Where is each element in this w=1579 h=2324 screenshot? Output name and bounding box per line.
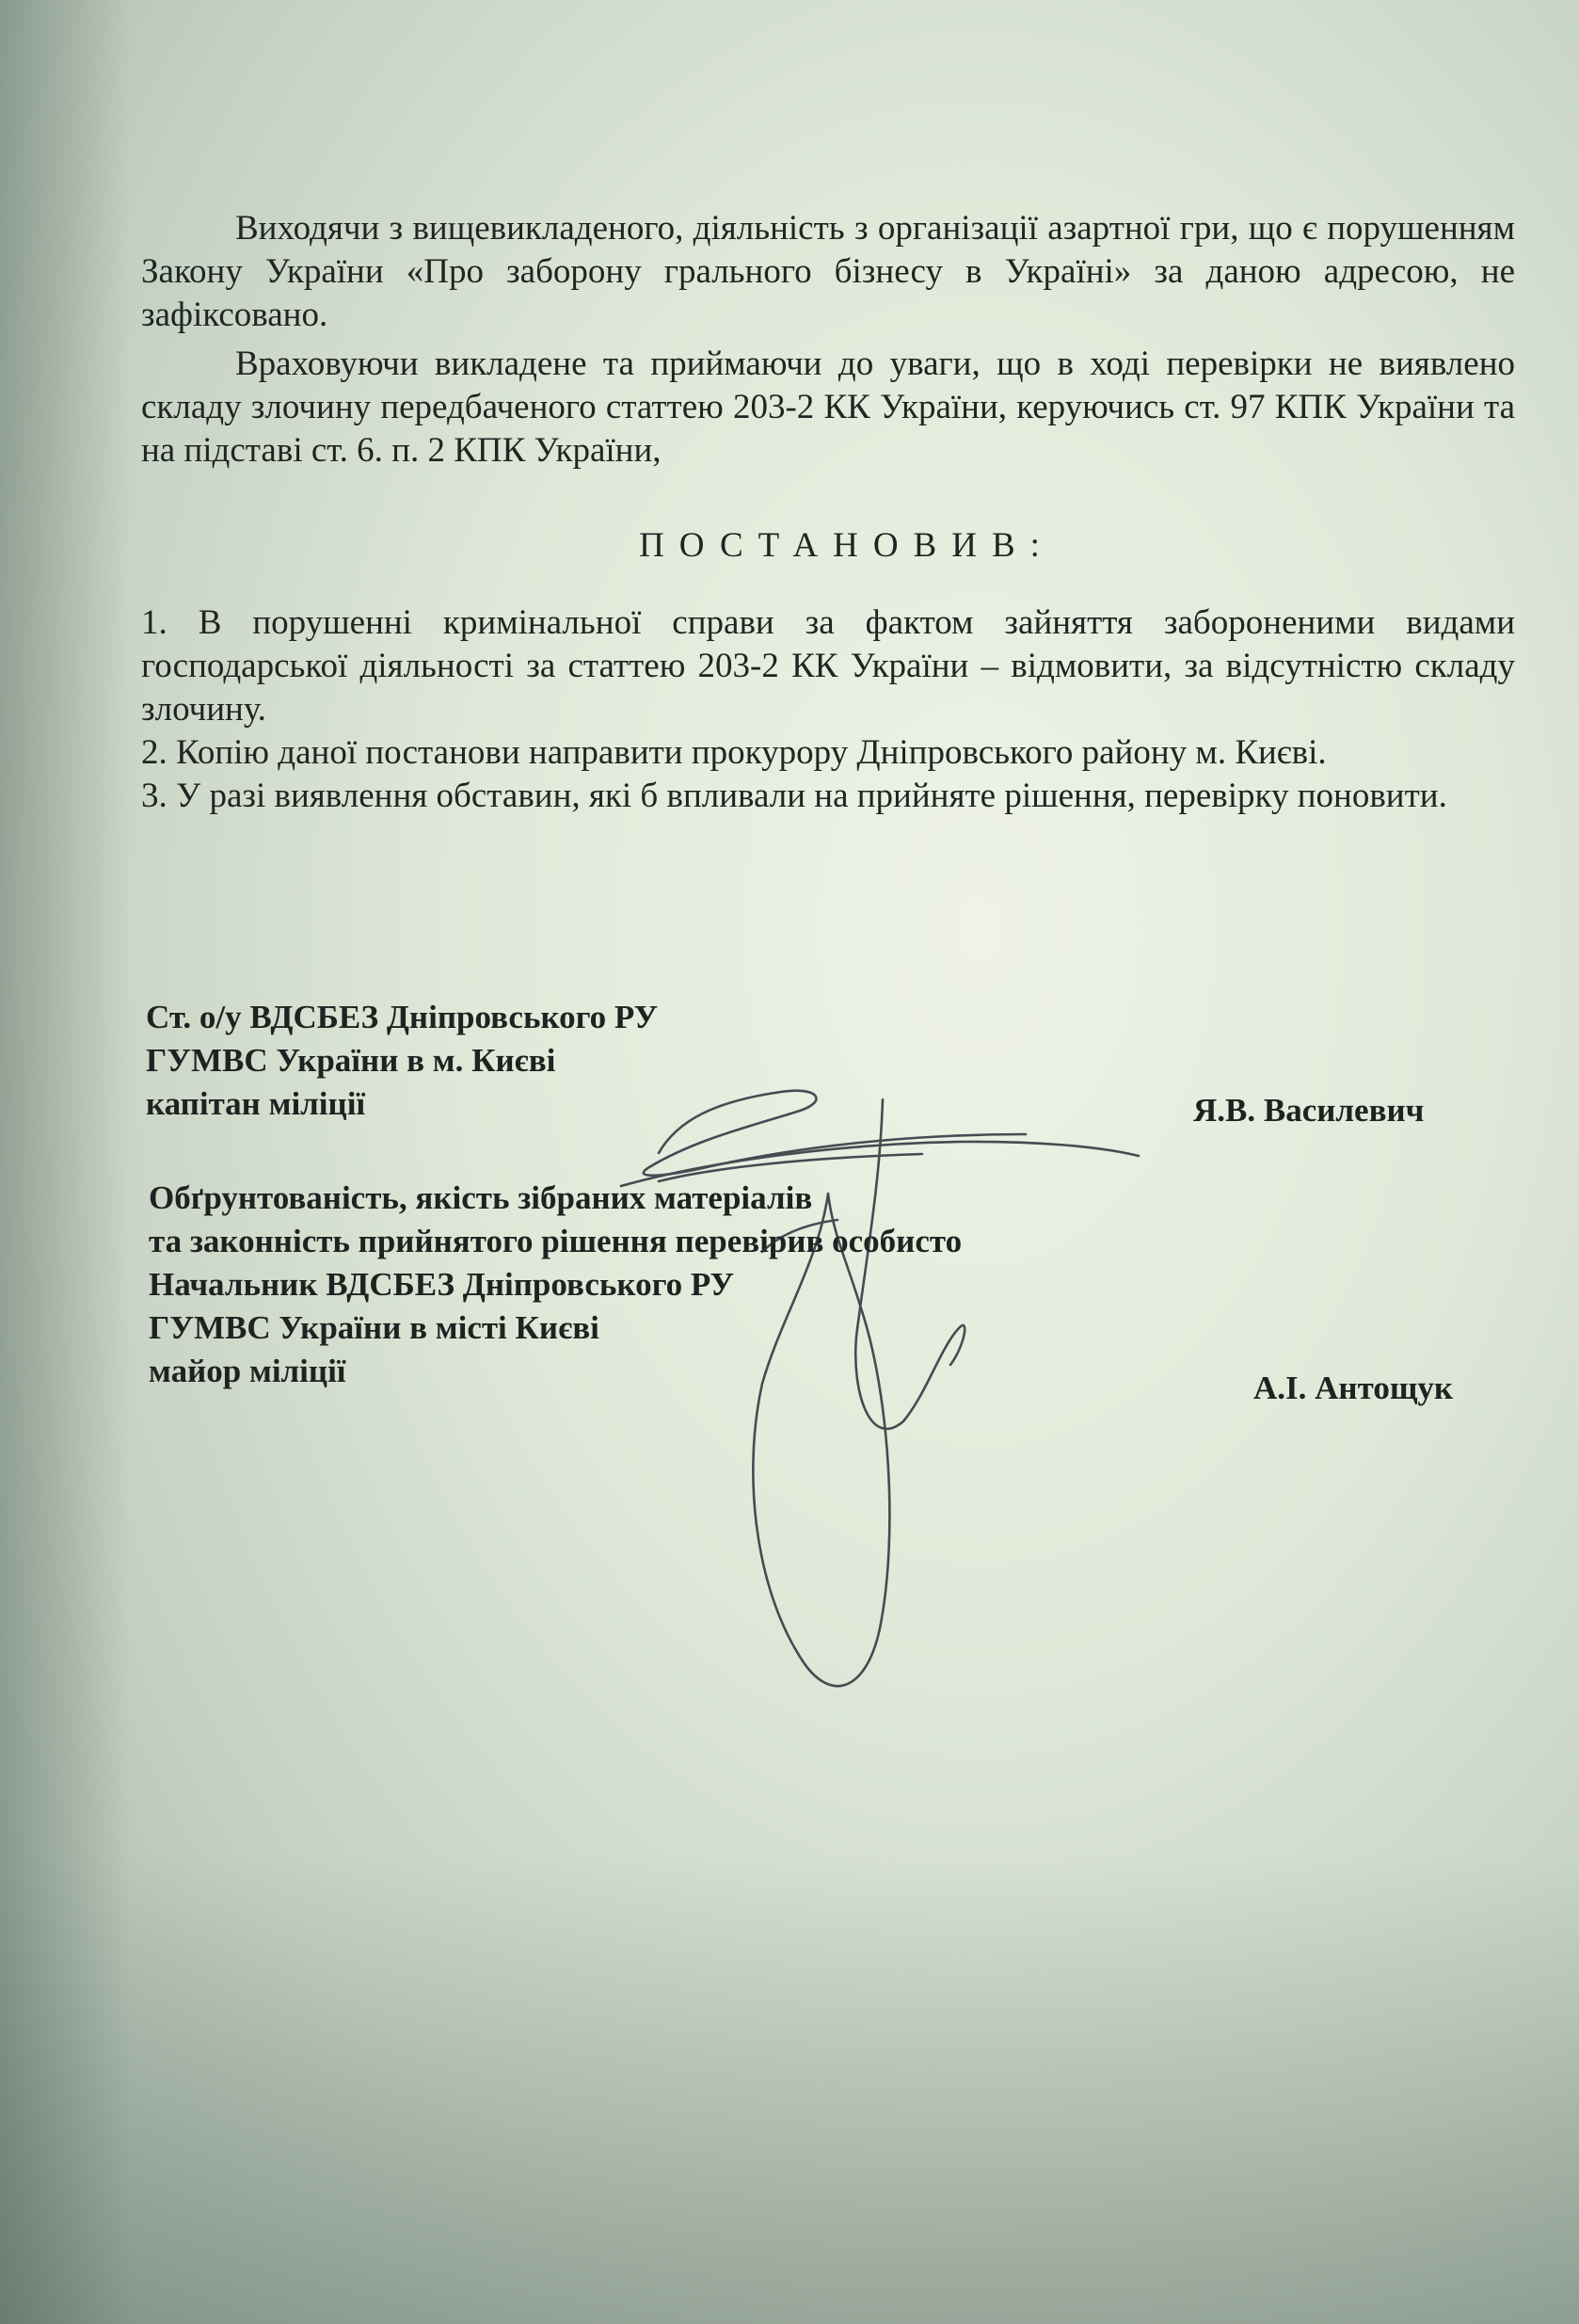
signer1-rank: капітан міліції [146,1085,366,1122]
signer2-position: Начальник ВДСБЕЗ Дніпровського РУ [149,1266,735,1303]
document-body [141,207,1515,818]
page-shadow-bottom [0,1853,1579,2324]
signer1-name: Я.В. Василевич [1193,1092,1425,1129]
signer2-block [149,1177,962,1393]
paragraph-2: Враховуючи викладене та приймаючи до уваги, що в ході перевірки не виявлено складу злочину передбаченого статтею 203-2 КК України, керуючись ст. 97 КПК України та на підставі ст. 6. п. 2 КПК України, [141,345,1515,470]
signer1-block [146,996,658,1126]
signer1-department: ГУМВС України в м. Києві [146,1042,556,1079]
decision-item-2: 2. Копію даної постанови направити прокурору Дніпровського району м. Києві. [141,733,1327,772]
paragraph-1: Виходячи з вищевикладеного, діяльність з організації азартної гри, що є порушенням Закону України «Про заборону грального бізнесу в Україні» за даною адресою, не зафіксовано. [141,209,1515,334]
decision-item-1: 1. В порушенні кримінальної справи за фактом зайняття забороненими видами господарської діяльності за статтею 203-2 КК України – відмовити, за відсутністю складу злочину. [141,603,1515,729]
signer2-review-line2: та законність прийнятого рішення перевірив особисто [149,1223,963,1259]
signature-1-stroke [644,1091,1026,1176]
signer1-position: Ст. о/у ВДСБЕЗ Дніпровського РУ [146,999,659,1035]
signer2-review-line1: Обґрунтованість, якість зібраних матеріалів [149,1179,813,1216]
signer2-department: ГУМВС України в місті Києві [149,1309,599,1346]
signer2-rank: майор міліції [149,1353,346,1389]
decision-heading: ПОСТАНОВИВ: [639,526,1055,565]
decision-item-3: 3. У разі виявлення обставин, які б впливали на прийняте рішення, перевірку поновити. [141,777,1447,815]
signer2-name: А.І. Антощук [1253,1370,1454,1406]
